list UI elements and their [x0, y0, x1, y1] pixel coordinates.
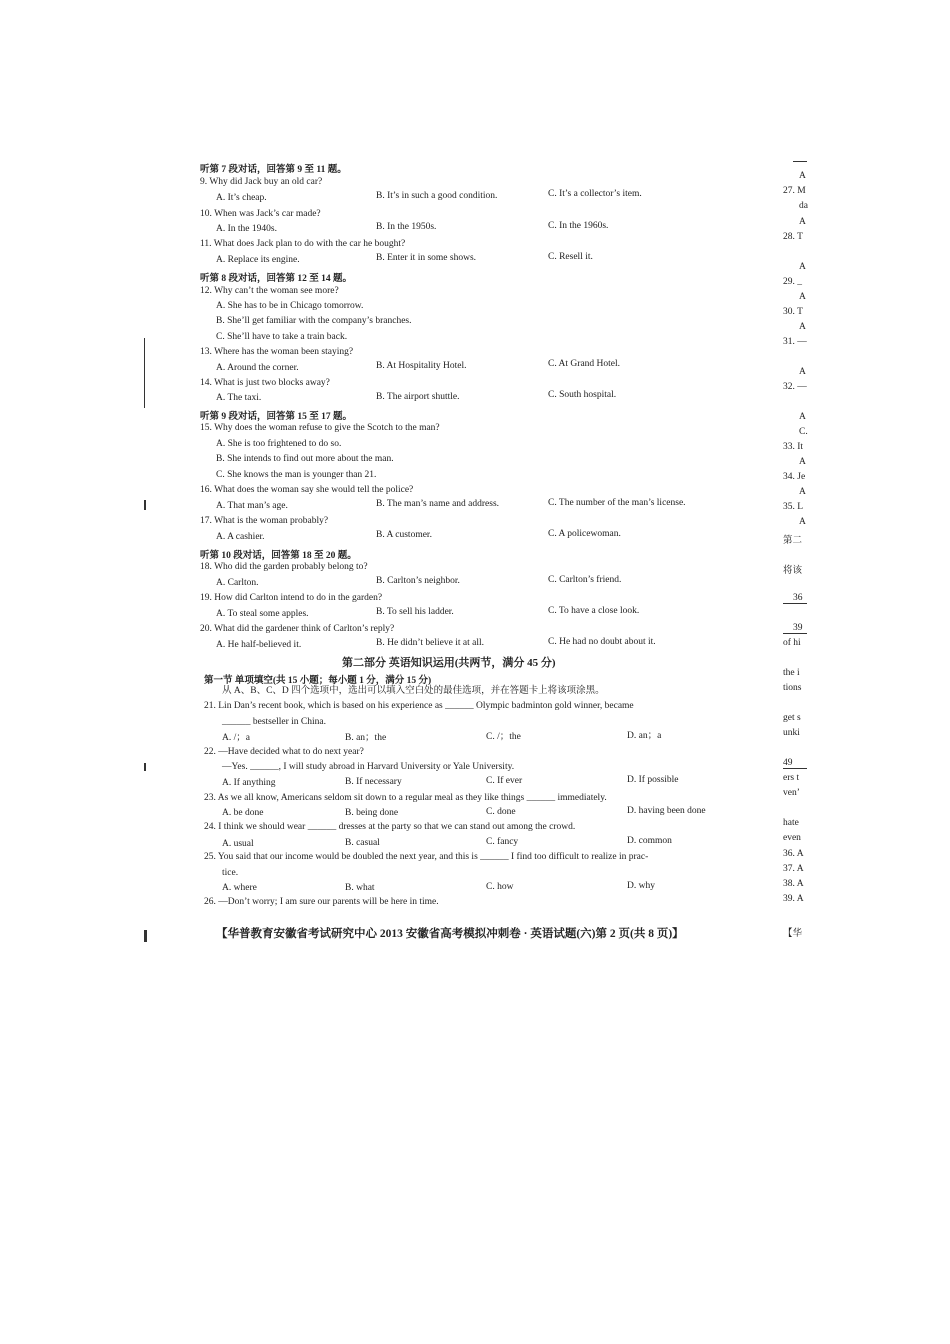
adjacent-page-fragment: 【华: [783, 929, 803, 939]
question-line: D. having been done: [627, 806, 706, 816]
question-line: C. If ever: [486, 776, 523, 786]
question-line: B. He didn’t believe it at all.: [376, 638, 484, 648]
adjacent-page-fragment: 36: [793, 593, 803, 603]
scan-rule: [793, 161, 807, 162]
question-line: B. Enter it in some shows.: [376, 253, 477, 263]
section-heading: 听第 9 段对话，回答第 15 至 17 题。: [200, 412, 353, 422]
adjacent-page-fragment: 33. It: [783, 442, 804, 452]
adjacent-page-fragment: 29. _: [783, 277, 802, 287]
adjacent-page-fragment: 39. A: [783, 894, 804, 904]
question-line: A. Carlton.: [216, 578, 259, 588]
question-line: C. He had no doubt about it.: [548, 637, 656, 647]
adjacent-page-fragment: get s: [783, 713, 801, 723]
question-line: D. common: [627, 836, 672, 846]
adjacent-page-fragment: 30. T: [783, 307, 803, 317]
question-line: 13. Where has the woman been staying?: [200, 347, 354, 357]
question-line: C. The number of the man’s license.: [548, 498, 686, 508]
question-line: C. done: [486, 807, 516, 817]
adjacent-page-fragment: A: [799, 412, 806, 422]
adjacent-page-fragment: ers t: [783, 773, 800, 783]
question-line: D. why: [627, 881, 655, 891]
question-line: C. fancy: [486, 837, 519, 847]
question-line: C. At Grand Hotel.: [548, 359, 621, 369]
question-line: 17. What is the woman probably?: [200, 516, 329, 526]
question-line: 14. What is just two blocks away?: [200, 378, 330, 388]
adjacent-page-fragment: ven’: [783, 788, 800, 798]
adjacent-page-fragment: 35. L: [783, 502, 804, 512]
adjacent-page-fragment: 34. Je: [783, 472, 806, 482]
binding-mark: [144, 500, 146, 510]
question-line: C. how: [486, 882, 514, 892]
question-line: 18. Who did the garden probably belong to?: [200, 562, 368, 572]
question-line: 9. Why did Jack buy an old car?: [200, 177, 323, 187]
question-line: 20. What did the gardener think of Carlton’s reply?: [200, 624, 395, 634]
adjacent-page-fragment: 31. —: [783, 337, 807, 347]
page-footer: 【华普教育安徽省考试研究中心 2013 安徽省高考模拟冲刺卷 · 英语试题(六)第 2 页(共 8 页)】: [216, 928, 684, 940]
adjacent-page-fragment: the i: [783, 668, 800, 678]
binding-mark: [144, 338, 145, 408]
adjacent-page-fragment: A: [799, 322, 806, 332]
question-line: 24. I think we should wear ______ dresses at the party so that we can stand out among the crowd.: [204, 822, 576, 832]
question-line: C. She’ll have to take a train back.: [216, 332, 348, 342]
question-line: C. She knows the man is younger than 21.: [216, 470, 377, 480]
question-line: 15. Why does the woman refuse to give the Scotch to the man?: [200, 423, 440, 433]
adjacent-page-fragment: A: [799, 487, 806, 497]
question-line: A. usual: [222, 839, 254, 849]
adjacent-page-fragment: 49: [783, 758, 793, 768]
question-line: A. If anything: [222, 778, 276, 788]
question-line: 21. Lin Dan’s recent book, which is based on his experience as ______ Olympic badminton gold winner, became: [204, 701, 634, 711]
question-line: A. where: [222, 883, 257, 893]
question-line: 从 A、B、C、D 四个选项中，选出可以填入空白处的最佳选项，并在答题卡上将该项涂黑。: [222, 686, 605, 696]
binding-mark: [144, 763, 146, 771]
adjacent-page-fragment: C.: [799, 427, 808, 437]
adjacent-page-fragment: 32. —: [783, 382, 807, 392]
question-line: A. The taxi.: [216, 393, 262, 403]
question-line: 25. You said that our income would be doubled the next year, and this is ______ I find too difficult to realize in prac-: [204, 852, 649, 862]
section-heading: 第一节 单项填空(共 15 小题；每小题 1 分，满分 15 分): [204, 676, 432, 686]
question-line: B. She intends to find out more about the man.: [216, 454, 394, 464]
question-line: A. To steal some apples.: [216, 609, 309, 619]
question-line: B. what: [345, 883, 375, 893]
question-line: A. Replace its engine.: [216, 255, 300, 265]
question-line: B. The airport shuttle.: [376, 392, 460, 402]
question-line: 22. —Have decided what to do next year?: [204, 747, 364, 757]
question-line: C. It’s a collector’s item.: [548, 189, 642, 199]
question-line: C. South hospital.: [548, 390, 617, 400]
question-line: A. She is too frightened to do so.: [216, 439, 342, 449]
scan-rule: [783, 633, 807, 634]
question-line: —Yes. ______, I will study abroad in Harvard University or Yale University.: [222, 762, 515, 772]
adjacent-page-fragment: 37. A: [783, 864, 804, 874]
section-heading: 听第 7 段对话，回答第 9 至 11 题。: [200, 165, 347, 175]
question-line: B. Carlton’s neighbor.: [376, 576, 460, 586]
question-line: 12. Why can’t the woman see more?: [200, 286, 339, 296]
adjacent-page-fragment: unki: [783, 728, 800, 738]
question-line: A. That man’s age.: [216, 501, 288, 511]
question-line: 16. What does the woman say she would tell the police?: [200, 485, 414, 495]
adjacent-page-fragment: A: [799, 217, 806, 227]
question-line: B. To sell his ladder.: [376, 607, 454, 617]
question-line: A. She has to be in Chicago tomorrow.: [216, 301, 364, 311]
adjacent-page-fragment: 36. A: [783, 849, 804, 859]
question-line: B. She’ll get familiar with the company’s branches.: [216, 316, 412, 326]
question-line: B. A customer.: [376, 530, 432, 540]
adjacent-page-fragment: A: [799, 457, 806, 467]
question-line: C. In the 1960s.: [548, 221, 609, 231]
section-title: 第二部分 英语知识运用(共两节，满分 45 分): [342, 657, 556, 669]
question-line: A. In the 1940s.: [216, 224, 277, 234]
question-line: C. /；the: [486, 732, 521, 742]
question-line: A. be done: [222, 808, 264, 818]
adjacent-page-fragment: da: [799, 201, 808, 211]
question-line: B. At Hospitality Hotel.: [376, 361, 467, 371]
question-line: 26. —Don’t worry; I am sure our parents will be here in time.: [204, 897, 439, 907]
adjacent-page-fragment: A: [799, 292, 806, 302]
adjacent-page-fragment: 27. M: [783, 186, 806, 196]
binding-mark: [144, 930, 147, 942]
question-line: 11. What does Jack plan to do with the car he bought?: [200, 239, 406, 249]
adjacent-page-fragment: of hi: [783, 638, 801, 648]
adjacent-page-fragment: 38. A: [783, 879, 804, 889]
question-line: B. If necessary: [345, 777, 402, 787]
question-line: tice.: [222, 868, 239, 878]
section-heading: 听第 8 段对话，回答第 12 至 14 题。: [200, 274, 353, 284]
question-line: A. A cashier.: [216, 532, 265, 542]
question-line: C. Resell it.: [548, 252, 593, 262]
adjacent-page-fragment: even: [783, 833, 801, 843]
question-line: C. To have a close look.: [548, 606, 640, 616]
question-line: A. It’s cheap.: [216, 193, 267, 203]
scan-rule: [783, 603, 807, 604]
adjacent-page-fragment: 28. T: [783, 232, 803, 242]
question-line: 23. As we all know, Americans seldom sit down to a regular meal as they like things ______ immediately.: [204, 793, 607, 803]
question-line: B. an；the: [345, 733, 387, 743]
question-line: C. Carlton’s friend.: [548, 575, 622, 585]
question-line: D. If possible: [627, 775, 679, 785]
question-line: B. casual: [345, 838, 380, 848]
question-line: A. Around the corner.: [216, 363, 299, 373]
question-line: B. In the 1950s.: [376, 222, 437, 232]
adjacent-page-fragment: A: [799, 262, 806, 272]
question-line: D. an；a: [627, 731, 662, 741]
adjacent-page-fragment: tions: [783, 683, 802, 693]
question-line: ______ bestseller in China.: [222, 717, 326, 727]
section-heading: 听第 10 段对话，回答第 18 至 20 题。: [200, 551, 357, 561]
question-line: 19. How did Carlton intend to do in the garden?: [200, 593, 383, 603]
adjacent-page-fragment: hate: [783, 818, 799, 828]
question-line: B. The man’s name and address.: [376, 499, 500, 509]
adjacent-page-fragment: A: [799, 367, 806, 377]
adjacent-page-fragment: A: [799, 517, 806, 527]
question-line: B. It’s in such a good condition.: [376, 191, 498, 201]
adjacent-page-fragment: 第二: [783, 536, 803, 546]
scan-rule: [783, 768, 807, 769]
question-line: 10. When was Jack’s car made?: [200, 209, 321, 219]
question-line: C. A policewoman.: [548, 529, 621, 539]
adjacent-page-fragment: 39: [793, 623, 803, 633]
question-line: B. being done: [345, 808, 399, 818]
question-line: A. /；a: [222, 733, 250, 743]
question-line: A. He half-believed it.: [216, 640, 302, 650]
adjacent-page-fragment: A: [799, 171, 806, 181]
adjacent-page-fragment: 将该: [783, 566, 803, 576]
